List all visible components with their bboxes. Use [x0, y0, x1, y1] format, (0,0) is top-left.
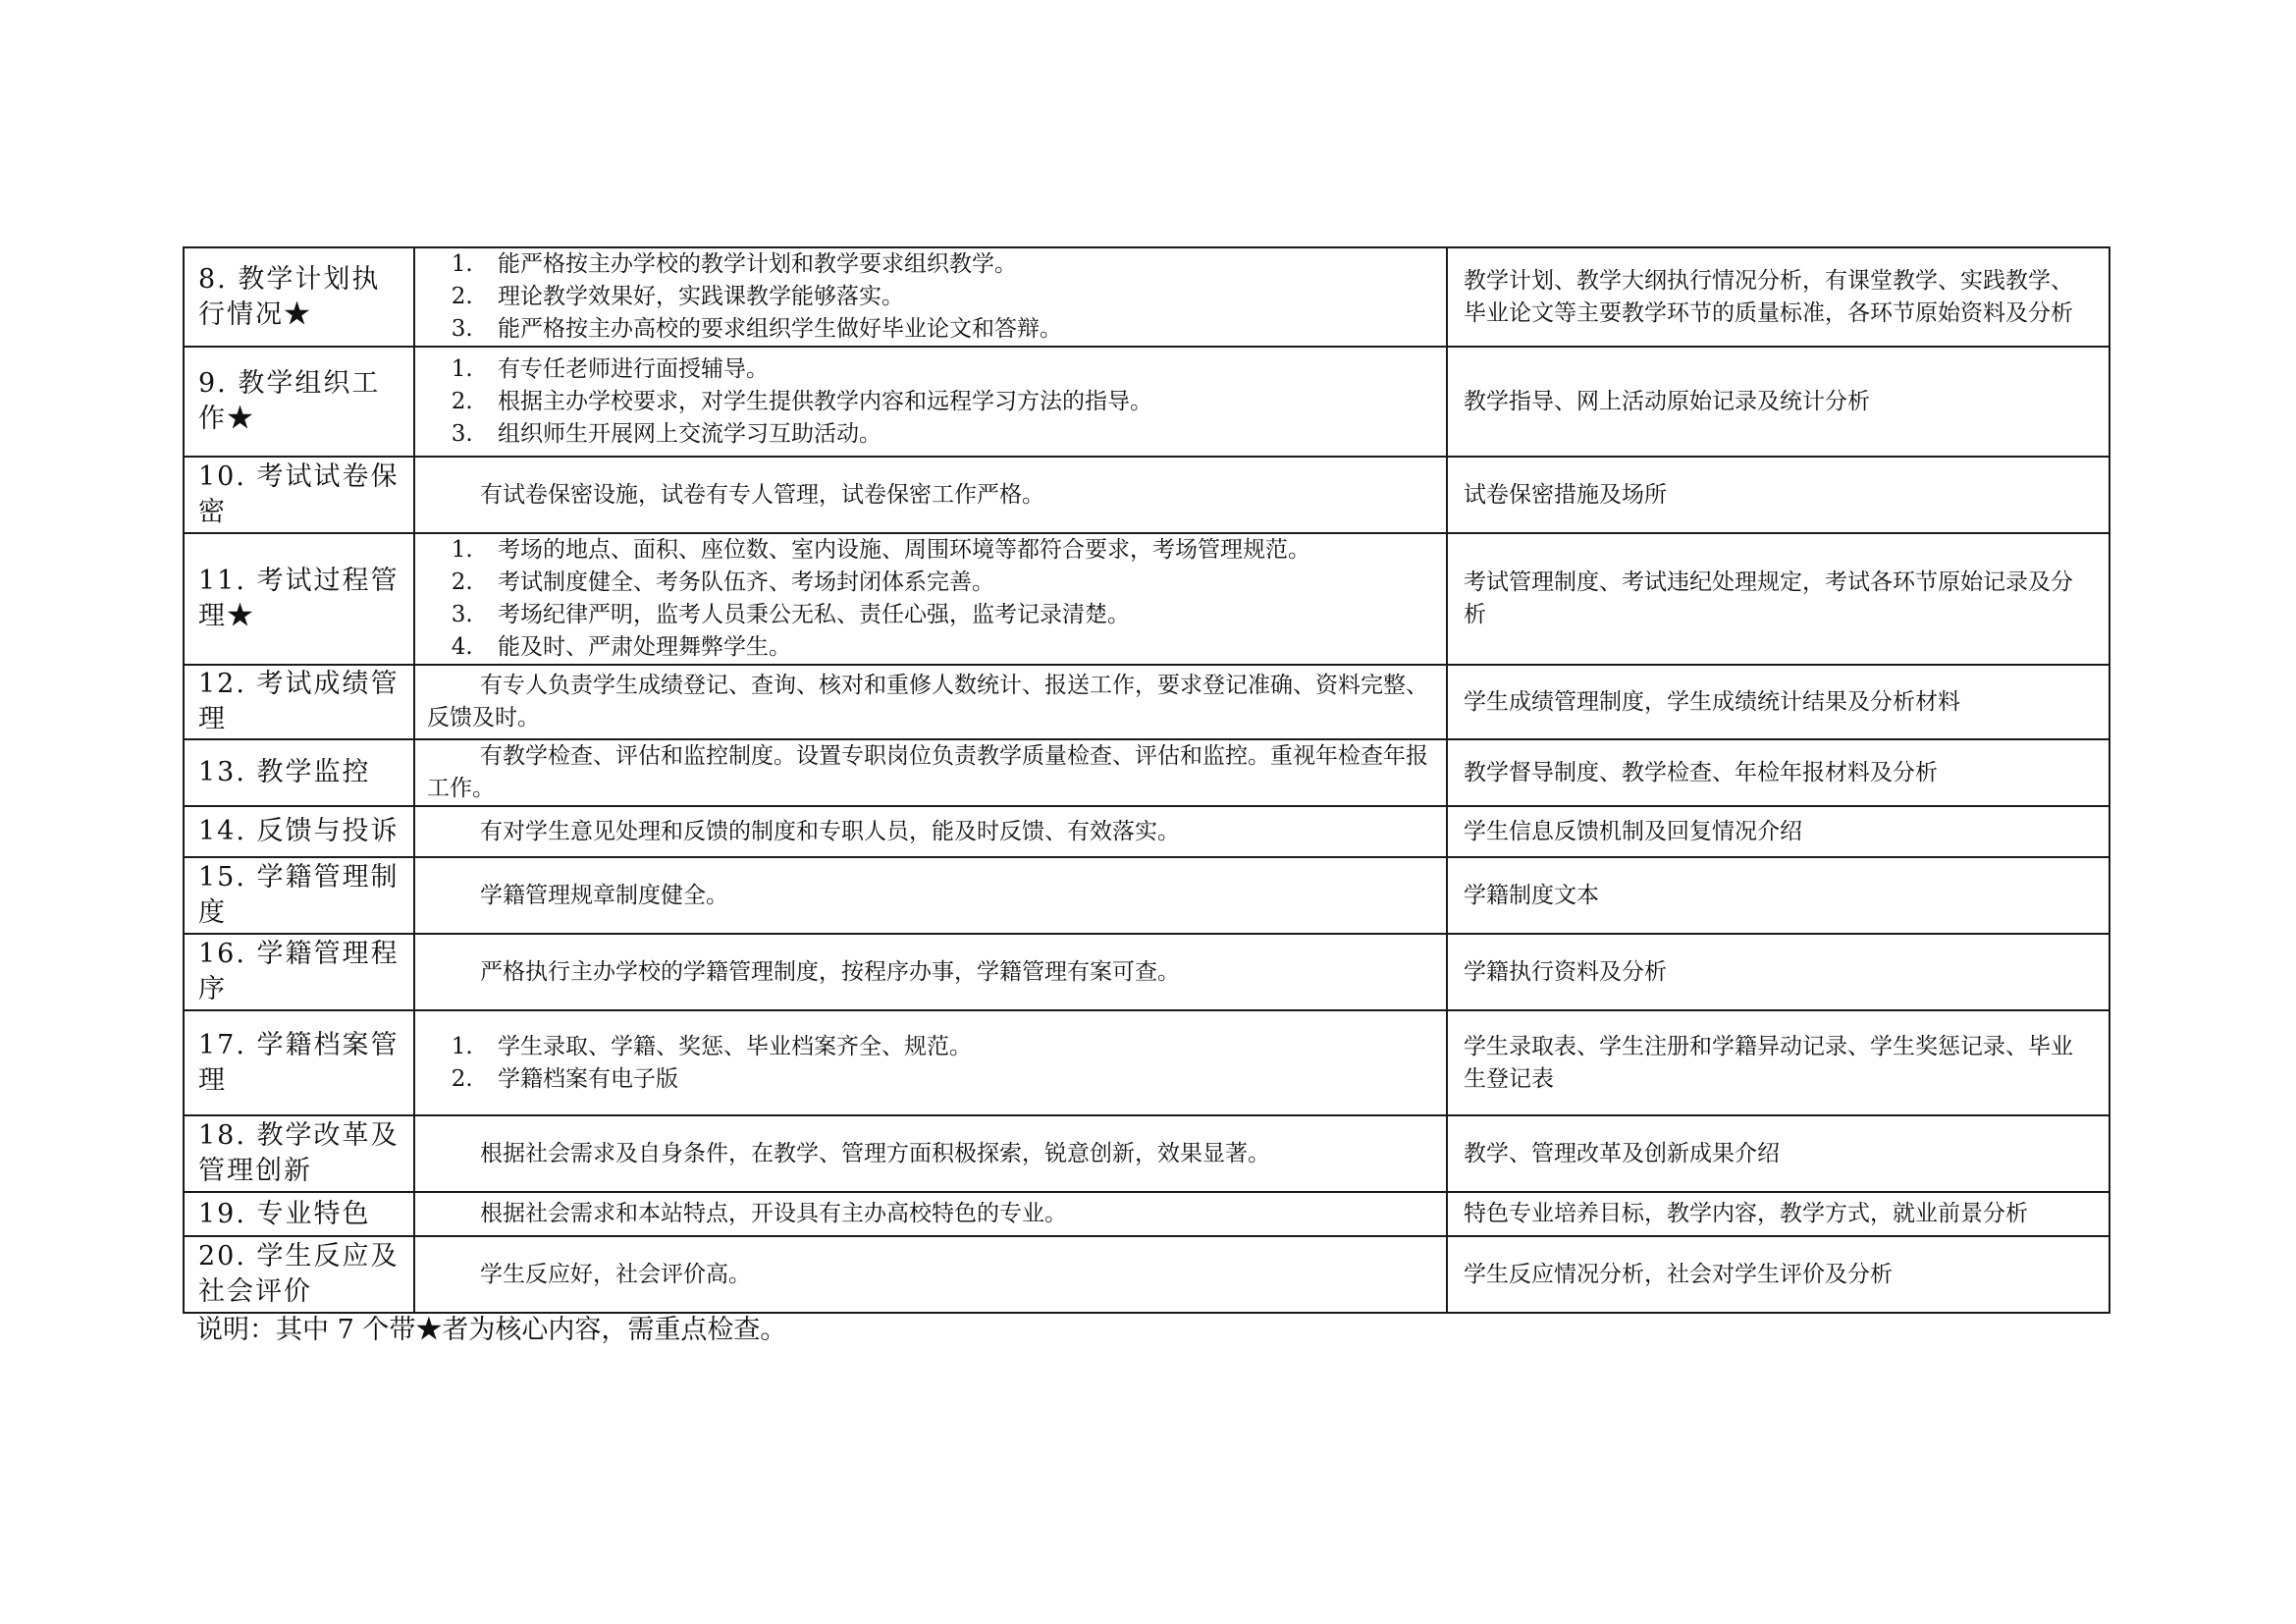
requirements-list — [427, 248, 1440, 346]
item-cell: 15. 学籍管理制度 — [184, 857, 414, 934]
item-cell: 18. 教学改革及管理创新 — [184, 1115, 414, 1192]
list-item: 3. 组织师生开展网上交流学习互助活动。 — [480, 418, 1440, 451]
requirements-cell — [414, 934, 1447, 1010]
list-item: 1. 考场的地点、面积、座位数、室内设施、周围环境等都符合要求，考场管理规范。 — [480, 534, 1440, 567]
materials-cell: 教学督导制度、教学检查、年检年报材料及分析 — [1447, 739, 2109, 806]
table-row — [184, 857, 2109, 934]
table-row — [184, 1010, 2109, 1115]
materials-cell: 学生信息反馈机制及回复情况介绍 — [1447, 806, 2109, 857]
requirements-cell — [414, 1115, 1447, 1192]
materials-cell: 学生录取表、学生注册和学籍异动记录、学生奖惩记录、毕业生登记表 — [1447, 1010, 2109, 1115]
requirement-text: 有教学检查、评估和监控制度。设置专职岗位负责教学质量检查、评估和监控。重视年检查年报工作。 — [427, 743, 1428, 801]
list-item: 2. 考试制度健全、考务队伍齐、考场封闭体系完善。 — [480, 567, 1440, 599]
requirements-cell — [414, 1192, 1447, 1236]
requirements-cell — [414, 806, 1447, 857]
list-item: 3. 考场纪律严明，监考人员秉公无私、责任心强，监考记录清楚。 — [480, 599, 1440, 631]
list-item: 3. 能严格按主办高校的要求组织学生做好毕业论文和答辩。 — [480, 313, 1440, 346]
table-row — [184, 533, 2109, 665]
item-cell: 16. 学籍管理程序 — [184, 934, 414, 1010]
table-row — [184, 806, 2109, 857]
table-row — [184, 934, 2109, 1010]
materials-cell: 教学、管理改革及创新成果介绍 — [1447, 1115, 2109, 1192]
requirement-text: 根据社会需求及自身条件，在教学、管理方面积极探索，锐意创新，效果显著。 — [480, 1140, 1270, 1166]
table-row — [184, 457, 2109, 533]
requirements-list — [427, 353, 1440, 451]
materials-cell: 教学指导、网上活动原始记录及统计分析 — [1447, 347, 2109, 457]
table-row — [184, 739, 2109, 806]
item-cell: 10. 考试试卷保密 — [184, 457, 414, 533]
list-item: 1. 有专任老师进行面授辅导。 — [480, 353, 1440, 386]
item-cell: 12. 考试成绩管理 — [184, 665, 414, 739]
requirements-cell — [414, 533, 1447, 665]
requirements-cell — [414, 665, 1447, 739]
table-row — [184, 347, 2109, 457]
item-cell: 11. 考试过程管理★ — [184, 533, 414, 665]
materials-cell: 考试管理制度、考试违纪处理规定，考试各环节原始记录及分析 — [1447, 533, 2109, 665]
item-cell: 13. 教学监控 — [184, 739, 414, 806]
requirements-cell — [414, 347, 1447, 457]
materials-cell: 学籍执行资料及分析 — [1447, 934, 2109, 1010]
list-item: 2. 理论教学效果好，实践课教学能够落实。 — [480, 281, 1440, 313]
requirement-text: 有对学生意见处理和反馈的制度和专职人员，能及时反馈、有效落实。 — [480, 818, 1180, 844]
requirements-cell — [414, 1010, 1447, 1115]
table-row — [184, 665, 2109, 739]
list-item: 4. 能及时、严肃处理舞弊学生。 — [480, 631, 1440, 664]
table-row — [184, 1236, 2109, 1313]
requirement-text: 根据社会需求和本站特点，开设具有主办高校特色的专业。 — [480, 1201, 1067, 1226]
materials-cell: 学生成绩管理制度，学生成绩统计结果及分析材料 — [1447, 665, 2109, 739]
item-cell: 19. 专业特色 — [184, 1192, 414, 1236]
requirement-text: 学籍管理规章制度健全。 — [480, 882, 728, 908]
requirement-text: 有专人负责学生成绩登记、查询、核对和重修人数统计、报送工作，要求登记准确、资料完整、反馈及时。 — [427, 673, 1428, 731]
table-row — [184, 1192, 2109, 1236]
requirements-cell — [414, 457, 1447, 533]
table-row — [184, 247, 2109, 347]
requirement-text: 学生反应好，社会评价高。 — [480, 1261, 751, 1287]
item-cell: 17. 学籍档案管理 — [184, 1010, 414, 1115]
table-row — [184, 1115, 2109, 1192]
list-item: 1. 学生录取、学籍、奖惩、毕业档案齐全、规范。 — [480, 1031, 1440, 1063]
requirements-cell — [414, 739, 1447, 806]
requirement-text: 有试卷保密设施，试卷有专人管理，试卷保密工作严格。 — [480, 481, 1044, 508]
requirement-text: 严格执行主办学校的学籍管理制度，按程序办事，学籍管理有案可查。 — [480, 958, 1180, 985]
materials-cell: 特色专业培养目标，教学内容，教学方式，就业前景分析 — [1447, 1192, 2109, 1236]
footnote: 说明：其中 7 个带★者为核心内容，需重点检查。 — [196, 1315, 787, 1345]
requirements-cell — [414, 247, 1447, 347]
item-cell: 9. 教学组织工作★ — [184, 347, 414, 457]
requirements-list — [427, 534, 1440, 664]
list-item: 2. 根据主办学校要求，对学生提供教学内容和远程学习方法的指导。 — [480, 386, 1440, 418]
materials-cell: 学生反应情况分析，社会对学生评价及分析 — [1447, 1236, 2109, 1313]
materials-cell: 试卷保密措施及场所 — [1447, 457, 2109, 533]
evaluation-table — [183, 246, 2110, 1314]
list-item: 1. 能严格按主办学校的教学计划和教学要求组织教学。 — [480, 248, 1440, 281]
item-cell: 8. 教学计划执行情况★ — [184, 247, 414, 347]
requirements-list — [427, 1031, 1440, 1096]
materials-cell: 教学计划、教学大纲执行情况分析，有课堂教学、实践教学、毕业论文等主要教学环节的质量标准，各环节原始资料及分析 — [1447, 247, 2109, 347]
list-item: 2. 学籍档案有电子版 — [480, 1063, 1440, 1096]
materials-cell: 学籍制度文本 — [1447, 857, 2109, 934]
requirements-cell — [414, 857, 1447, 934]
item-cell: 20. 学生反应及社会评价 — [184, 1236, 414, 1313]
requirements-cell — [414, 1236, 1447, 1313]
item-cell: 14. 反馈与投诉 — [184, 806, 414, 857]
